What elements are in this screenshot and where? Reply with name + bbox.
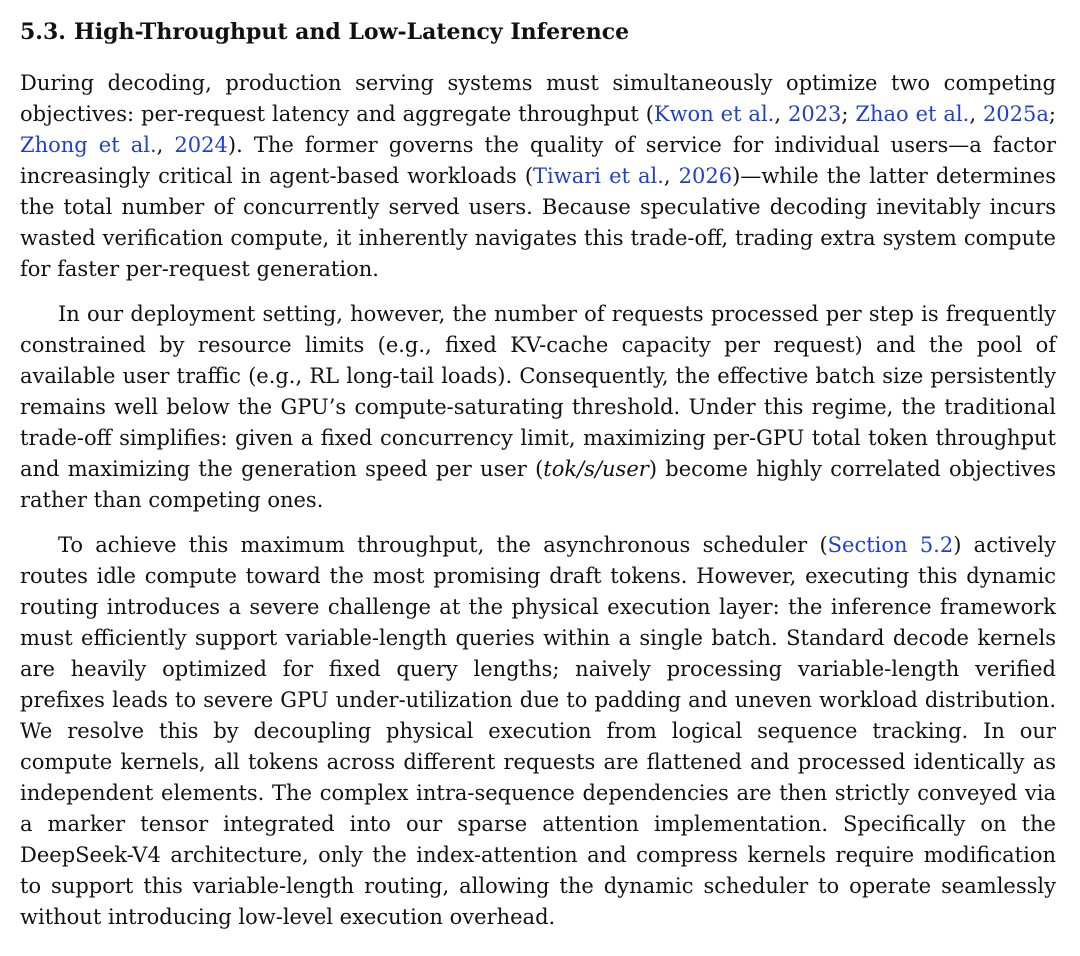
citation-separator: ; — [1048, 102, 1056, 126]
section-heading — [20, 16, 1056, 48]
citation-separator: , — [774, 102, 788, 126]
section-title: High-Throughput and Low-Latency Inference — [73, 19, 630, 45]
paragraph-3 — [20, 530, 1056, 933]
citation-separator: , — [969, 102, 983, 126]
paragraph-text: In our deployment setting, however, the number of requests processed per step is frequently constrained by resource limits (e.g., fixed KV-cache capacity per request) and the pool of available user traffic (e.g., RL long-tail loads). Consequently, the effective batch size persistently remains well below the GPU’s compute-saturating threshold. Under this regime, the traditional trade-off simplifies: given a fixed concurrency limit, maximizing per-GPU total token throughput and maximizing the generation speed per user ( — [20, 302, 1056, 481]
paragraph-2 — [20, 299, 1056, 516]
paragraph-text: )—while the latter determines the total number of concurrently served users. Because speculative decoding inevitably incurs wasted verification compute, it inherently navigates this trade-off, trading extra system compute for faster per-request generation. — [20, 164, 1056, 281]
citation-separator: ; — [841, 102, 856, 126]
paragraph-text: ). The former governs the quality of service for individual users—a factor increasingly critical in agent-based workloads ( — [20, 133, 1056, 188]
citation-tiwari-2026-year[interactable]: 2026 — [678, 164, 733, 188]
citation-separator: , — [663, 164, 679, 188]
paragraph-1 — [20, 68, 1056, 285]
paragraph-text: ) actively routes idle compute toward the most promising draft tokens. However, executing this dynamic routing introduces a severe challenge at the physical execution layer: the inference framework must efficiently support variable-length queries within a single batch. Standard decode kernels are heavily optimized for fixed query lengths; naively processing variable-length verified prefixes leads to severe GPU under-utilization due to padding and uneven workload distribution. We resolve this by decoupling physical execution from logical sequence tracking. In our compute kernels, all tokens across different requests are flattened and processed identically as independent elements. The complex intra-sequence dependencies are then strictly conveyed via a marker tensor integrated into our sparse attention implementation. Specifically on the DeepSeek-V4 architecture, only the index-attention and compress kernels require modification to support this variable-length routing, allowing the dynamic scheduler to operate seamlessly without introducing low-level execution overhead. — [20, 533, 1056, 929]
citation-kwon-2023-year[interactable]: 2023 — [787, 102, 842, 126]
citation-zhao-2025a-year[interactable]: 2025a — [982, 102, 1049, 126]
section-number: 5.3. — [20, 19, 66, 45]
citation-zhao-2025a-authors[interactable]: Zhao et al. — [855, 102, 970, 126]
section-ref-5-2[interactable]: Section 5.2 — [827, 533, 954, 557]
paper-page — [20, 16, 1056, 947]
citation-zhong-2024-authors[interactable]: Zhong et al. — [20, 133, 157, 157]
citation-zhong-2024-year[interactable]: 2024 — [174, 133, 228, 157]
citation-kwon-2023-authors[interactable]: Kwon et al. — [653, 102, 775, 126]
paragraph-text: To achieve this maximum throughput, the asynchronous scheduler ( — [58, 533, 828, 557]
paragraph-text: During decoding, production serving systems must simultaneously optimize two competing objectives: per-request latency and aggregate throughput ( — [20, 71, 1056, 126]
paragraph-text: ) become highly correlated objectives rather than competing ones. — [20, 457, 1056, 512]
citation-separator: , — [156, 133, 175, 157]
citation-tiwari-2026-authors[interactable]: Tiwari et al. — [533, 164, 664, 188]
unit-tok-s-user: tok/s/user — [543, 457, 649, 481]
